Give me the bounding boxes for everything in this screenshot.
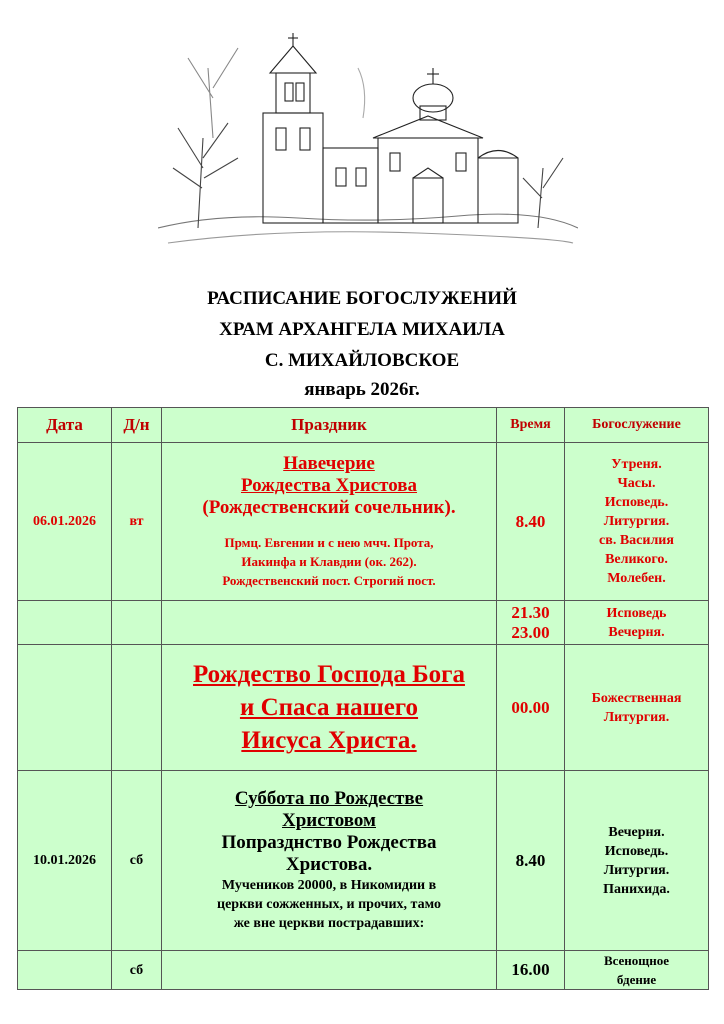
table-row — [18, 601, 709, 645]
row2-time2: 23.00 — [511, 622, 550, 642]
col-time: Время — [497, 408, 565, 443]
col-day: Д/н — [112, 408, 162, 443]
row3-feast — [162, 645, 497, 771]
row5-service2: бдение — [616, 972, 657, 987]
row1-saints1: Прмц. Евгении и с нею мчч. Прота, — [224, 535, 434, 550]
col-service: Богослужение — [565, 408, 709, 443]
row1-services — [565, 443, 709, 601]
header-line1: РАСПИСАНИЕ БОГОСЛУЖЕНИЙ — [207, 288, 517, 309]
row2-times — [497, 601, 565, 645]
row4-day: сб — [112, 771, 162, 951]
row4-date: 10.01.2026 — [18, 771, 112, 951]
row1-saints2: Иакинфа и Клавдии (ок. 262). — [241, 554, 417, 569]
row4-note1: Мучеников 20000, в Никомидии в — [221, 878, 437, 893]
table-row — [18, 771, 709, 951]
row2-time1: 21.30 — [511, 602, 550, 622]
schedule-table — [17, 407, 709, 990]
header-line2: ХРАМ АРХАНГЕЛА МИХАИЛА — [219, 319, 505, 340]
row3-time: 00.00 — [497, 645, 565, 771]
row4-service-2: Литургия. — [603, 862, 670, 878]
row4-sub2: Христова. — [285, 854, 373, 875]
row4-services — [565, 771, 709, 951]
row5-day: сб — [112, 951, 162, 990]
row4-service-1: Исповедь. — [604, 843, 669, 859]
row4-service-0: Вечерня. — [608, 824, 665, 840]
row1-feast-title2: Рождества Христова — [240, 475, 418, 496]
row1-time: 8.40 — [497, 443, 565, 601]
row2-service1: Исповедь — [606, 605, 667, 621]
row4-title1: Суббота по Рождестве — [234, 788, 424, 809]
row3-feast3: Иисуса Христа. — [241, 727, 417, 754]
schedule-header — [0, 283, 724, 404]
row3-service2: Литургия. — [603, 709, 670, 725]
row4-note3: же вне церкви пострадавших: — [233, 916, 425, 931]
row1-service-0: Утреня. — [611, 457, 662, 472]
row1-feast-title1: Навечерие — [283, 453, 375, 474]
col-date: Дата — [18, 408, 112, 443]
header-line3: С. МИХАЙЛОВСКОЕ — [264, 350, 460, 371]
row1-service-6: Молебен. — [607, 571, 666, 586]
row1-service-1: Часы. — [617, 476, 656, 491]
row2-services — [565, 601, 709, 645]
row1-saints3: Рождественский пост. Строгий пост. — [222, 573, 436, 588]
row1-feast — [162, 443, 497, 601]
row5-service1: Всенощное — [603, 953, 670, 968]
row4-service-3: Панихида. — [603, 881, 670, 897]
table-header-row — [18, 408, 709, 443]
row3-feast1: Рождество Господа Бога — [193, 661, 465, 688]
row4-title2: Христовом — [282, 810, 376, 831]
table-row — [18, 645, 709, 771]
row1-feast-sub: (Рождественский сочельник). — [202, 497, 456, 518]
row1-date: 06.01.2026 — [18, 443, 112, 601]
table-row — [18, 951, 709, 990]
row2-service2: Вечерня. — [608, 624, 665, 640]
row1-day: вт — [112, 443, 162, 601]
row5-time: 16.00 — [497, 951, 565, 990]
row1-service-3: Литургия. — [603, 514, 670, 529]
row3-service1: Божественная — [591, 690, 682, 706]
header-month: январь 2026г. — [304, 379, 420, 400]
row4-feast — [162, 771, 497, 951]
row1-service-5: Великого. — [605, 552, 668, 567]
church-illustration — [158, 28, 578, 278]
row3-services — [565, 645, 709, 771]
col-feast: Праздник — [162, 408, 497, 443]
row4-note2: церкви сожженных, и прочих, тамо — [217, 897, 441, 912]
row4-time: 8.40 — [497, 771, 565, 951]
table-row — [18, 443, 709, 601]
row1-service-4: св. Василия — [599, 533, 674, 548]
row5-services — [565, 951, 709, 990]
row4-sub1: Попразднство Рождества — [221, 832, 437, 853]
row1-service-2: Исповедь. — [604, 495, 669, 510]
row3-feast2: и Спаса нашего — [239, 694, 419, 721]
